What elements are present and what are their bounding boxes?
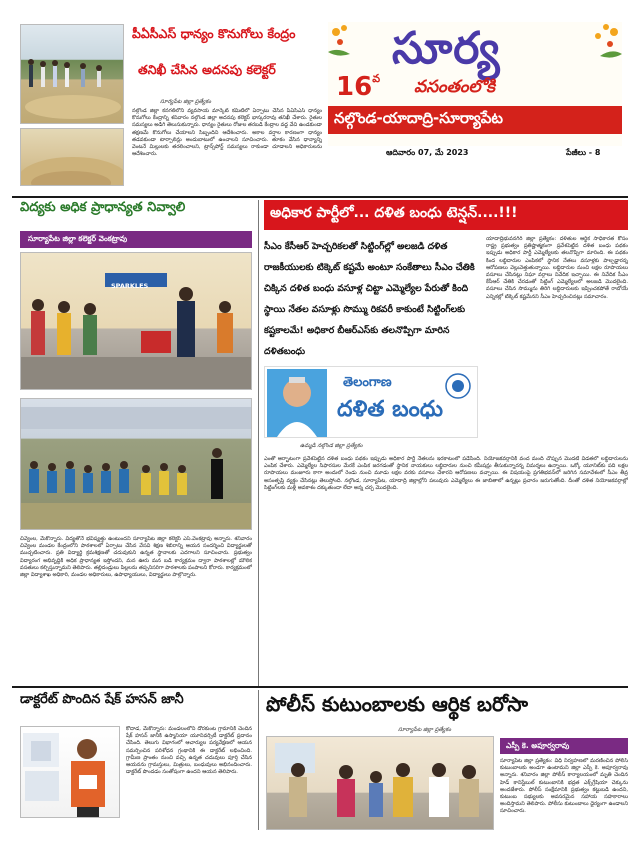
telangana-logo-title: తెలంగాణ	[343, 375, 392, 390]
grain-pile-photo	[20, 128, 124, 186]
anniversary-badge	[336, 72, 380, 102]
police-photo	[266, 736, 494, 830]
dalit-bandhu-body-right: యాదాద్రిభువనగిరి జిల్లా ప్రత్యేకం: దళితుల ఆర్థిక సాధికారత కోసం రాష్ట్ర ప్రభుత్వం ప్రతిష్టాత్మకంగా ప్రవేశపెట్టిన దళిత బంధు పథకం ఇప్పుడు అధికార పార్టీ ఎమ్మెల్యేలకు తలనొప్పిగా మారింది. ఈ పథకం కింద లబ్ధిదారుల ఎంపికలో స్థానిక నేతలు వసూళ్లకు పాల్పడ్డారన్న ఆరోపణలు వెల్లువెత్తుతున్నాయి. లబ్ధిదారుల నుంచి లక్షల రూపాయలు వసూలు చేసినట్లు నిఘా వర్గాలు నివేదిక ఇచ్చాయి. ఈ నివేదిక సీఎం కేసీఆర్ చేతికి చేరడంతో సిట్టింగ్ ఎమ్మెల్యేలలో అలజడి మొదలైంది. వసూలు చేసిన సొమ్మును తిరిగి లబ్ధిదారులకు ఇప్పించకపోతే రాబోయే ఎన్నికల్లో టిక్కెట్ కష్టమేనని సీఎం హెచ్చరించినట్లు సమాచారం.	[486, 236, 628, 300]
assembly-photo	[20, 398, 252, 530]
dalit-bandhu-logo-panel	[264, 366, 478, 438]
doctorate-headline: డాక్టరేట్ పొందిన షేక్ హసన్ జానీ	[20, 692, 184, 707]
police-dateline: సూర్యాపేట జిల్లా ప్రత్యేకం	[398, 727, 451, 733]
education-headline: విద్యకు అధిక ప్రాధాన్యత నివ్వాలి	[20, 200, 186, 215]
classroom-photo	[20, 252, 252, 390]
sparkles-banner-text: SPARKLES	[111, 282, 149, 290]
education-body: చివ్వెంల, మేకొన్నారు. విద్యతోనే భవిష్యత్తు ఉంటుందని సూర్యాపేట జిల్లా కలెక్టర్ ఎస్.వెంకట్రావు అన్నారు. శనివారం చివ్వెంల మండల కేంద్రంలోని పాఠశాలలో ఏర్పాటు చేసిన వేసవి శిక్షణ శిబిరాన్ని ఆయన సందర్శించి విద్యార్థులతో ముచ్చటించారు. ప్రతి విద్యార్థి క్రమశిక్షణతో చదువుకుని ఉన్నత స్థానాలకు ఎదగాలని సూచించారు. ప్రభుత్వం విద్యారంగ అభివృద్ధికి అధిక ప్రాధాన్యత ఇస్తోందని, మన ఊరు మన బడి కార్యక్రమం ద్వారా పాఠశాలల్లో మౌలిక వసతులు కల్పిస్తున్నామని తెలిపారు. తల్లిదండ్రులు పిల్లలను తప్పనిసరిగా పాఠశాలకు పంపాలని కోరారు. కార్యక్రమంలో జిల్లా విద్యాశాఖ అధికారి, మండల అధికారులు, ఉపాధ్యాయులు, విద్యార్థులు పాల్గొన్నారు.	[20, 536, 252, 579]
chief-minister-icon	[267, 369, 327, 437]
dalit-bandhu-logo-subtitle: దళిత బంధు	[337, 397, 443, 422]
dalit-bandhu-headline: అధికార పార్టీలో... దళిత బంధు టెన్షన్....!!!	[270, 205, 518, 221]
anniversary-suffix: వ	[372, 72, 381, 85]
edition-banner	[328, 106, 622, 134]
doctorate-body: కోదాడ, మేకొన్నారు: మండలంలోని దోరకుంట గ్రామానికి చెందిన షేక్ హసన్ జానీకి ఉస్మానియా యూనివర్సిటీ డాక్టరేట్ ప్రదానం చేసింది. తెలుగు విభాగంలో ఆచార్యుల పర్యవేక్షణలో ఆయన సమర్పించిన పరిశోధన గ్రంథానికి ఈ డాక్టరేట్ లభించింది. గ్రామీణ ప్రాంతం నుంచి వచ్చి ఉన్నత చదువులు పూర్తి చేసిన ఆయనను గ్రామస్తులు, మిత్రులు, బంధువులు అభినందించారు. డాక్టరేట్ పొందడం సంతోషంగా ఉందని ఆయన తెలిపారు.	[126, 726, 252, 776]
top-left-body: నల్గొండ జిల్లా కనగల్‌లోని వ్యవసాయ మార్కెట్ కమిటీలో ఏర్పాటు చేసిన పీఏసీఎస్ ధాన్యం కొనుగోలు కేంద్రాన్ని శనివారం నల్గొండ జిల్లా అదనపు కలెక్టర్ భాస్కరరావు తనిఖీ చేశారు. రైతుల సమస్యలు అడిగి తెలుసుకున్నారు. ధాన్యం రైతులు రోజుల తరబడి కేంద్రాల వద్ద వేచి ఉండకుండా తక్షణమే కొనుగోలు చేయాలని సిబ్బందిని ఆదేశించారు. అకాల వర్షాల కారణంగా ధాన్యం తడవకుండా టార్పాలిన్లు అందుబాటులో ఉంచాలని సూచించారు. తూకం వేసిన ధాన్యాన్ని వెంటనే మిల్లులకు తరలించాలని, ట్రాన్స్‌పోర్ట్ సమస్యలు రాకుండా చూడాలని అధికారులను ఆదేశించారు.	[132, 108, 322, 158]
police-headline: పోలీస్ కుటుంబాలకు ఆర్థిక బరోసా	[266, 692, 528, 716]
top-left-dateline: సూర్యపేట జిల్లా ప్రత్యేకం	[160, 99, 212, 105]
divider-middle	[12, 686, 628, 688]
farm-photo	[20, 24, 124, 124]
police-byline-banner	[500, 738, 628, 754]
dalit-bandhu-body-lower: ఎంతో ఆర్భాటంగా ప్రవేశపెట్టిన దళిత బంధు పథకం ఇప్పుడు అధికార పార్టీ నేతలను ఇరకాటంలో పడేసింది. నియోజకవర్గానికి వంద మంది చొప్పున మొదటి విడతలో లబ్ధిదారులను ఎంపిక చేశారు. ఎమ్మెల్యేల సిఫారసుల మేరకే ఎంపిక జరగడంతో స్థానిక నాయకులు లబ్ధిదారుల నుంచి కమీషన్లు తీసుకున్నారన్న విమర్శలు ఉన్నాయి. ఒక్కో యూనిట్‌కు పది లక్షల రూపాయలు మంజూరు కాగా అందులో రెండు నుంచి మూడు లక్షల వరకు వసూలు చేశారని ఆరోపణలు వచ్చాయి. ఈ విషయంపై ప్రగతిభవన్‌లో జరిగిన సమావేశంలో సీఎం తీవ్ర అసంతృప్తి వ్యక్తం చేసినట్లు తెలుస్తోంది. నల్గొండ, సూర్యాపేట, యాదాద్రి జిల్లాల్లోని పలువురు ఎమ్మెల్యేలు ఈ జాబితాలో ఉన్నట్లు ప్రచారం జరుగుతోంది. దీంతో దళిత నియోజకవర్గాల్లో సిట్టింగ్‌లకు మళ్లీ అవకాశం దక్కుతుందా లేదా అన్న చర్చ మొదలైంది.	[264, 456, 628, 491]
logo-wordmark: సూర్య	[392, 23, 501, 74]
divider-top	[12, 196, 628, 198]
edition-name: నల్గొండ-యాదాద్రి-సూర్యాపేట	[334, 109, 504, 127]
police-body: సూర్యాపేట జిల్లా ప్రత్యేకం: విధి నిర్వహణలో మరణించిన పోలీస్ కుటుంబాలకు అండగా ఉంటామని జిల్లా ఎస్పీ కె. అపూర్వరావు అన్నారు. శనివారం జిల్లా పోలీస్ కార్యాలయంలో మృతి చెందిన హెడ్ కానిస్టేబుల్ కుటుంబానికి భద్రత ఎక్స్‌గ్రేషియా చెక్కును అందజేశారు. పోలీస్ సంక్షేమానికి ప్రభుత్వం కట్టుబడి ఉందని, కుటుంబ సభ్యులకు అవసరమైన సహాయ సహకారాలు అందిస్తామని తెలిపారు. పోలీసు కుటుంబాలు ధైర్యంగా ఉండాలని సూచించారు.	[500, 758, 628, 815]
top-left-headline-1: పీఏసీఎస్ ధాన్యం కొనుగోలు కేంద్రం	[132, 26, 296, 41]
anniversary-label: వసంతంలోకి	[414, 77, 495, 97]
education-byline-banner	[20, 231, 252, 248]
anniversary-number: 16	[336, 72, 373, 102]
education-byline: సూర్యాపేట జిల్లా కలెక్టర్ వెంకట్రావు	[28, 234, 128, 243]
dalit-bandhu-lead: సీఎం కేసీఆర్ హెచ్చరికలతో సిట్టింగ్‌ల్లో అలజడి దళిత రాజకీయులకు టిక్కెట్ కష్టమే అంటూ సంకేతాలు సీఎం చేతికి చిక్కిన దళిత బంధు వసూళ్ల చిట్టా ఎమ్మెల్యేల పేరుతో కింది స్థాయి నేతల వసూళ్లు సొమ్ము రికవరీ కాకుంటే సిట్టింగ్‌లకు కష్టకాలమే! అధికార బీఆర్ఎస్‌కు తలనొప్పిగా మారిన దళితబంధు	[264, 241, 475, 357]
divider-column-bottom	[258, 690, 259, 830]
top-left-headline-2: తనిఖీ చేసిన అదనపు కలెక్టర్	[138, 62, 276, 77]
masthead-date: ఆదివారం 07, మే 2023	[386, 148, 469, 157]
police-byline: ఎస్పీ కె. అపూర్వరావు	[506, 741, 570, 750]
seal-icon	[445, 373, 471, 399]
doctorate-photo	[20, 726, 120, 818]
masthead-page-label: పేజీలు - 8	[566, 148, 601, 157]
masthead	[328, 22, 622, 146]
dalit-bandhu-photo-dateline: ఉమ్మడి నల్గొండ జిల్లా ప్రత్యేకం	[300, 443, 363, 449]
dalit-bandhu-headline-banner	[264, 200, 628, 230]
divider-column	[258, 200, 259, 686]
